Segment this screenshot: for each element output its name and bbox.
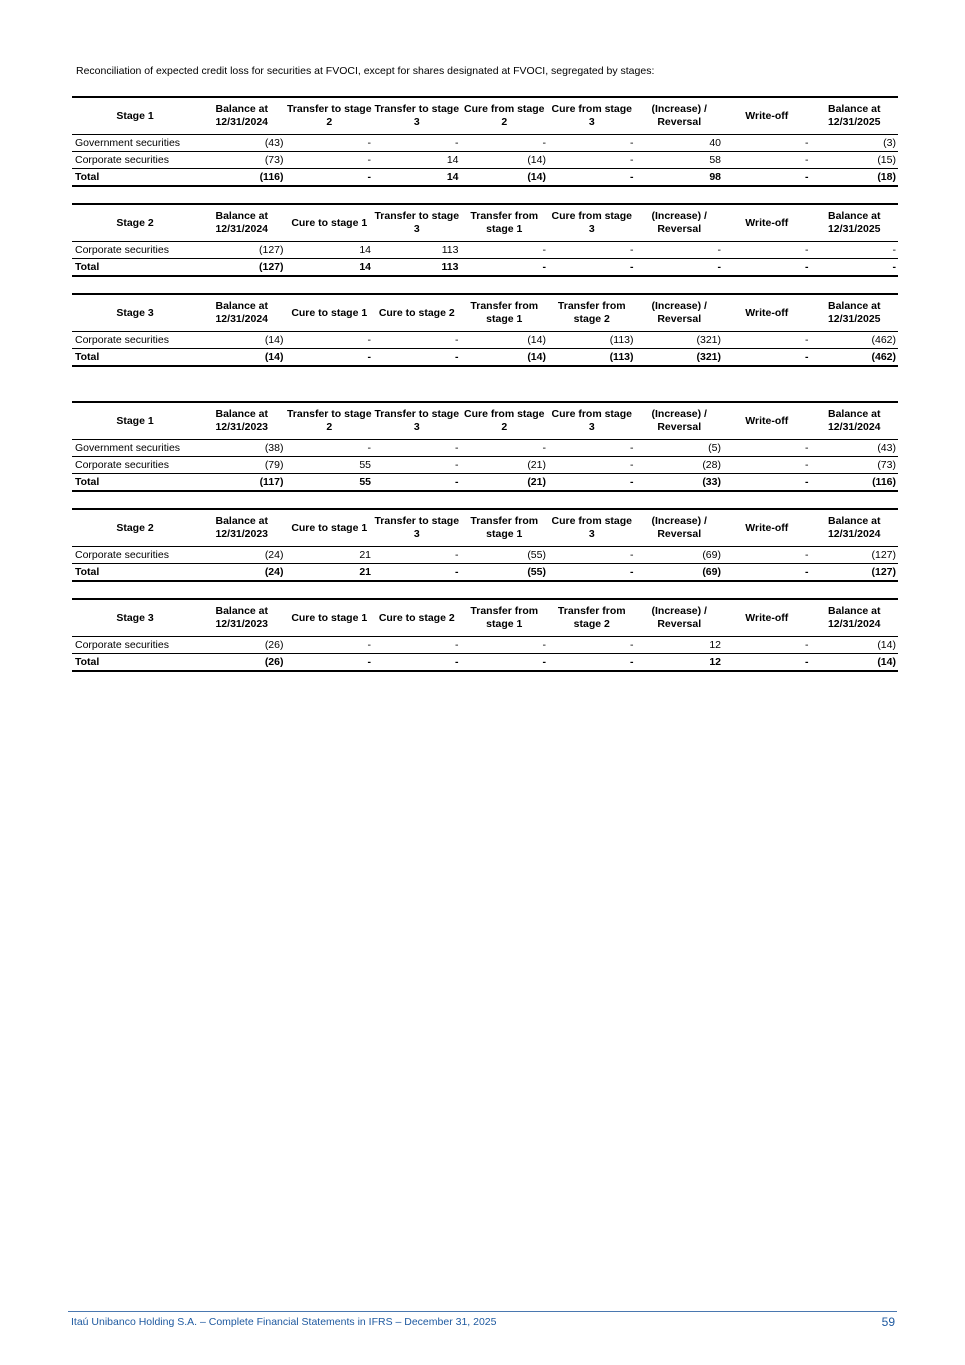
column-header: Balance at 12/31/2023 [215, 408, 269, 433]
cell-value: (14) [877, 639, 896, 651]
cell-value: (14) [527, 154, 546, 166]
cell-value: - [542, 137, 546, 149]
total-label: Total [75, 566, 100, 578]
stage-table [72, 293, 898, 367]
column-header: Balance at 12/31/2024 [827, 515, 881, 540]
total-value: 14 [359, 261, 371, 273]
cell-value: (14) [527, 334, 546, 346]
stage-table [72, 96, 898, 187]
ecl-tables [72, 96, 896, 672]
stage-header: Stage 3 [116, 306, 154, 319]
column-header: Cure from stage 3 [551, 103, 633, 128]
row-label: Corporate securities [75, 334, 169, 346]
column-header: Transfer from stage 1 [470, 605, 539, 630]
total-value: - [805, 261, 809, 273]
cell-value: (24) [264, 549, 284, 561]
total-value: (26) [264, 656, 284, 668]
cell-value: (127) [871, 549, 896, 561]
column-header: (Increase) / Reversal [651, 103, 707, 128]
column-header: Cure to stage 1 [291, 611, 368, 624]
cell-value: (21) [527, 459, 546, 471]
cell-value: - [630, 137, 634, 149]
total-value: 14 [446, 171, 459, 183]
column-header: Write-off [745, 306, 789, 319]
column-header: Transfer from stage 2 [557, 605, 626, 630]
cell-value: - [367, 334, 371, 346]
total-value: (113) [609, 351, 634, 363]
stage-table [72, 401, 898, 492]
cell-value: - [805, 137, 809, 149]
cell-value: - [630, 244, 634, 256]
table-row [72, 457, 898, 474]
cell-value: (127) [258, 244, 284, 256]
cell-value: - [455, 549, 459, 561]
total-row [72, 474, 898, 492]
table-row [72, 135, 898, 152]
column-header: Cure to stage 1 [291, 306, 368, 319]
column-header: Cure from stage 3 [551, 515, 633, 540]
column-header: Transfer to stage 2 [286, 408, 372, 433]
total-row [72, 349, 898, 367]
column-header: Transfer from stage 1 [470, 210, 539, 235]
cell-value: - [805, 244, 809, 256]
total-value: - [367, 351, 371, 363]
total-value: (127) [258, 261, 284, 273]
total-value: (14) [527, 171, 546, 183]
column-header: (Increase) / Reversal [651, 605, 707, 630]
cell-value: - [367, 154, 371, 166]
total-value: - [455, 476, 459, 488]
table-row [72, 242, 898, 259]
table-row [72, 637, 898, 654]
cell-value: (55) [527, 549, 546, 561]
total-value: 55 [359, 476, 371, 488]
column-header: Cure to stage 1 [291, 521, 368, 534]
page-footer [68, 1311, 897, 1329]
cell-value: 58 [709, 154, 721, 166]
total-value: (462) [871, 351, 896, 363]
cell-value: - [455, 459, 459, 471]
table-spacer [72, 367, 884, 401]
cell-value: - [367, 442, 371, 454]
cell-value: - [367, 639, 371, 651]
column-header: Cure to stage 1 [291, 216, 368, 229]
page-number: 59 [881, 1315, 895, 1329]
cell-value: (43) [877, 442, 896, 454]
row-label: Corporate securities [75, 154, 169, 166]
total-label: Total [75, 476, 100, 488]
total-value: (127) [871, 566, 896, 578]
cell-value: 113 [441, 244, 459, 256]
cell-value: - [542, 639, 546, 651]
cell-value: (462) [871, 334, 896, 346]
column-header: Cure from stage 3 [551, 210, 633, 235]
stage-header: Stage 1 [116, 109, 154, 122]
column-header: Balance at 12/31/2024 [827, 605, 881, 630]
stage-header: Stage 2 [116, 216, 154, 229]
total-value: 12 [709, 656, 721, 668]
table-spacer [72, 187, 884, 203]
total-value: (116) [259, 171, 284, 183]
cell-value: (5) [708, 442, 721, 454]
total-value: (21) [527, 476, 546, 488]
cell-value: (38) [264, 442, 284, 454]
column-header: Cure to stage 2 [378, 306, 455, 319]
total-value: - [630, 171, 634, 183]
stage-table [72, 598, 898, 672]
cell-value: - [717, 244, 721, 256]
table-row [72, 152, 898, 169]
total-value: 98 [709, 171, 721, 183]
total-value: - [805, 476, 809, 488]
cell-value: (26) [264, 639, 284, 651]
cell-value: (113) [609, 334, 634, 346]
column-header: Transfer from stage 2 [557, 300, 626, 325]
cell-value: - [542, 244, 546, 256]
column-header: Write-off [745, 414, 789, 427]
cell-value: - [630, 154, 634, 166]
total-value: - [367, 656, 371, 668]
cell-value: - [805, 549, 809, 561]
total-label: Total [75, 351, 100, 363]
column-header: Balance at 12/31/2024 [215, 210, 269, 235]
table-header-row [72, 402, 898, 440]
total-value: (116) [872, 476, 896, 488]
column-header: Transfer to stage 3 [374, 103, 460, 128]
column-header: Balance at 12/31/2025 [827, 300, 881, 325]
table-header-row [72, 599, 898, 637]
column-header: (Increase) / Reversal [651, 210, 707, 235]
total-value: (24) [264, 566, 284, 578]
cell-value: 21 [359, 549, 371, 561]
total-value: - [542, 261, 546, 273]
cell-value: - [805, 154, 809, 166]
total-value: - [630, 476, 634, 488]
row-label: Government securities [75, 442, 181, 454]
column-header: Transfer from stage 1 [470, 300, 539, 325]
row-label: Corporate securities [75, 639, 169, 651]
cell-value: - [542, 442, 546, 454]
cell-value: (73) [264, 154, 284, 166]
stage-header: Stage 3 [116, 611, 154, 624]
column-header: Balance at 12/31/2024 [827, 408, 881, 433]
cell-value: - [367, 137, 371, 149]
intro-text: Reconciliation of expected credit loss for securities at FVOCI, except for shares designated at FVOCI, segregated by stages: [76, 65, 655, 77]
total-value: - [630, 566, 634, 578]
row-label: Corporate securities [75, 244, 169, 256]
cell-value: (321) [696, 334, 721, 346]
total-row [72, 169, 898, 187]
total-label: Total [75, 171, 100, 183]
column-header: Transfer from stage 1 [470, 515, 539, 540]
total-value: (14) [877, 656, 896, 668]
stage-table [72, 203, 898, 277]
column-header: Cure from stage 2 [463, 103, 545, 128]
total-value: - [455, 351, 459, 363]
total-value: - [892, 261, 896, 273]
total-value: (14) [264, 351, 284, 363]
cell-value: - [805, 639, 809, 651]
cell-value: - [455, 334, 459, 346]
total-value: - [805, 351, 809, 363]
cell-value: - [805, 442, 809, 454]
cell-value: (14) [264, 334, 284, 346]
column-header: Write-off [745, 109, 789, 122]
cell-value: (28) [702, 459, 721, 471]
cell-value: (69) [702, 549, 721, 561]
column-header: (Increase) / Reversal [651, 408, 707, 433]
cell-value: - [805, 334, 809, 346]
row-label: Government securities [75, 137, 181, 149]
total-value: - [805, 566, 809, 578]
total-label: Total [75, 656, 100, 668]
table-row [72, 547, 898, 564]
total-value: 21 [359, 566, 371, 578]
column-header: Balance at 12/31/2023 [215, 515, 269, 540]
table-spacer [72, 277, 884, 293]
cell-value: - [630, 459, 634, 471]
total-value: - [455, 656, 459, 668]
stage-header: Stage 2 [116, 521, 154, 534]
footer-text: Itaú Unibanco Holding S.A. – Complete Financial Statements in IFRS – December 31, 2025 [71, 1316, 497, 1328]
stage-table [72, 508, 898, 582]
total-row [72, 564, 898, 582]
column-header: Write-off [745, 611, 789, 624]
cell-value: (43) [264, 137, 284, 149]
column-header: Transfer to stage 3 [374, 210, 460, 235]
cell-value: - [455, 137, 459, 149]
cell-value: - [455, 442, 459, 454]
cell-value: - [455, 639, 459, 651]
column-header: Transfer to stage 2 [286, 103, 372, 128]
total-row [72, 259, 898, 277]
table-header-row [72, 204, 898, 242]
table-row [72, 440, 898, 457]
total-value: - [542, 656, 546, 668]
column-header: Transfer to stage 3 [374, 515, 460, 540]
table-header-row [72, 97, 898, 135]
cell-value: 40 [709, 137, 721, 149]
row-label: Corporate securities [75, 459, 169, 471]
cell-value: - [630, 639, 634, 651]
total-value: - [455, 566, 459, 578]
column-header: Transfer to stage 3 [374, 408, 460, 433]
total-value: - [805, 656, 809, 668]
cell-value: (79) [264, 459, 284, 471]
column-header: Balance at 12/31/2024 [215, 300, 269, 325]
total-value: (14) [527, 351, 546, 363]
total-value: (69) [702, 566, 721, 578]
column-header: Cure to stage 2 [378, 611, 455, 624]
table-spacer [72, 492, 884, 508]
column-header: Write-off [745, 521, 789, 534]
column-header: Balance at 12/31/2025 [827, 210, 881, 235]
column-header: Balance at 12/31/2025 [827, 103, 881, 128]
cell-value: - [630, 442, 634, 454]
column-header: Balance at 12/31/2023 [215, 605, 269, 630]
row-label: Corporate securities [75, 549, 169, 561]
total-value: (117) [259, 476, 284, 488]
total-row [72, 654, 898, 672]
total-value: (321) [696, 351, 721, 363]
total-value: - [630, 261, 634, 273]
cell-value: (3) [883, 137, 896, 149]
cell-value: (73) [877, 459, 896, 471]
cell-value: (15) [877, 154, 896, 166]
cell-value: 12 [709, 639, 721, 651]
table-header-row [72, 294, 898, 332]
total-value: - [630, 656, 634, 668]
stage-header: Stage 1 [116, 414, 154, 427]
table-spacer [72, 582, 884, 598]
total-value: - [717, 261, 721, 273]
cell-value: 14 [446, 154, 459, 166]
total-label: Total [75, 261, 100, 273]
cell-value: - [630, 549, 634, 561]
total-value: (33) [702, 476, 721, 488]
cell-value: - [892, 244, 896, 256]
total-value: - [367, 171, 371, 183]
table-header-row [72, 509, 898, 547]
total-value: - [805, 171, 809, 183]
cell-value: 55 [359, 459, 371, 471]
total-value: (18) [877, 171, 896, 183]
total-value: (55) [527, 566, 546, 578]
column-header: (Increase) / Reversal [651, 515, 707, 540]
column-header: (Increase) / Reversal [651, 300, 707, 325]
cell-value: - [805, 459, 809, 471]
total-value: 113 [441, 261, 459, 273]
table-row [72, 332, 898, 349]
cell-value: 14 [359, 244, 371, 256]
column-header: Cure from stage 3 [551, 408, 633, 433]
column-header: Write-off [745, 216, 789, 229]
column-header: Cure from stage 2 [463, 408, 545, 433]
column-header: Balance at 12/31/2024 [215, 103, 269, 128]
